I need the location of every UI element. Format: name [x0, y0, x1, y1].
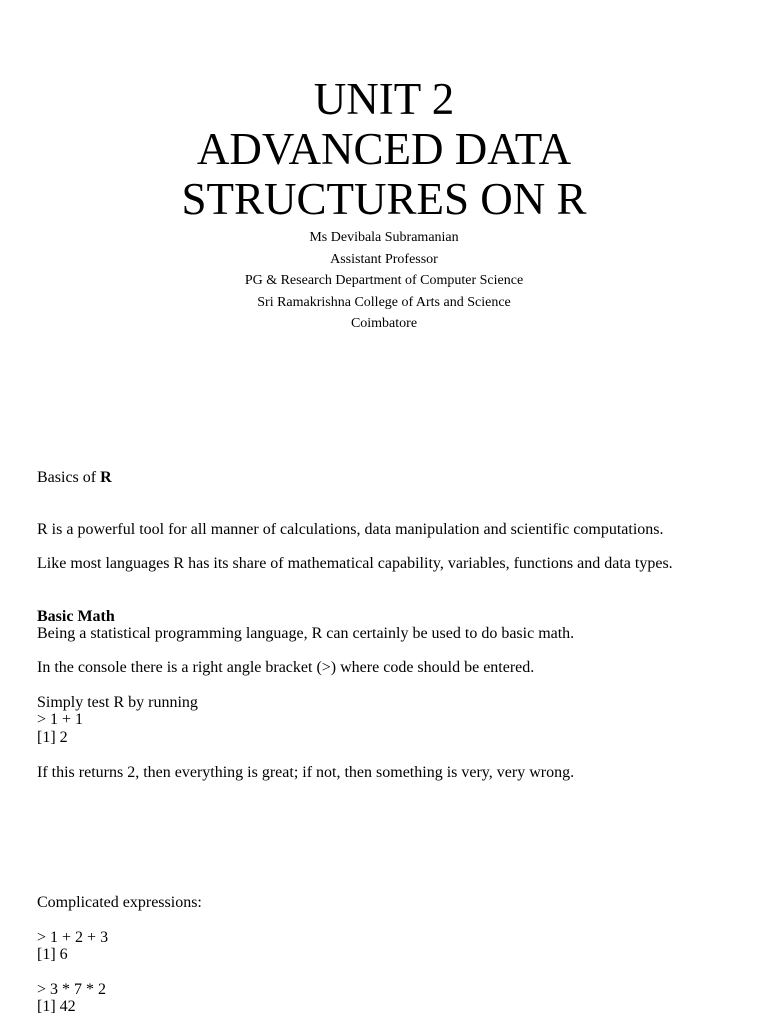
- basics-prefix: Basics of: [37, 469, 101, 486]
- author-city: Coimbatore: [350, 316, 418, 332]
- code-input-3: > 3 * 7 * 2: [37, 981, 107, 998]
- code-input-1: > 1 + 1: [37, 711, 84, 728]
- code-output-1: [1] 2: [37, 729, 68, 746]
- code-output-2: [1] 6: [37, 946, 68, 963]
- paragraph-result: If this returns 2, then everything is great; if not, then something is very, very wrong.: [37, 764, 575, 781]
- document-title: [0, 74, 768, 224]
- paragraph-languages: Like most languages R has its share of mathematical capability, variables, functions and data types.: [37, 555, 673, 572]
- title-line-2: ADVANCED DATA: [196, 124, 572, 174]
- code-input-2: > 1 + 2 + 3: [37, 929, 109, 946]
- section-heading-basics: [37, 469, 677, 486]
- paragraph-console: In the console there is a right angle bracket (>) where code should be entered.: [37, 659, 535, 676]
- basics-r: R: [100, 469, 112, 486]
- title-line-3: STRUCTURES ON R: [181, 174, 587, 224]
- heading-complicated: Complicated expressions:: [37, 894, 202, 911]
- author-department: PG & Research Department of Computer Science: [244, 273, 524, 289]
- author-name: Ms Devibala Subramanian: [309, 230, 459, 245]
- title-line-1: UNIT 2: [313, 74, 455, 124]
- heading-basic-math: Basic Math: [37, 608, 115, 625]
- author-position: Assistant Professor: [330, 251, 438, 267]
- paragraph-basic-math: Being a statistical programming language, R can certainly be used to do basic math.: [37, 625, 575, 642]
- code-output-3: [1] 42: [37, 998, 76, 1015]
- paragraph-test: Simply test R by running: [37, 694, 198, 711]
- author-college: Sri Ramakrishna College of Arts and Science: [257, 294, 511, 310]
- paragraph-intro: R is a powerful tool for all manner of calculations, data manipulation and scientific computations.: [37, 521, 664, 538]
- author-info: [0, 227, 768, 335]
